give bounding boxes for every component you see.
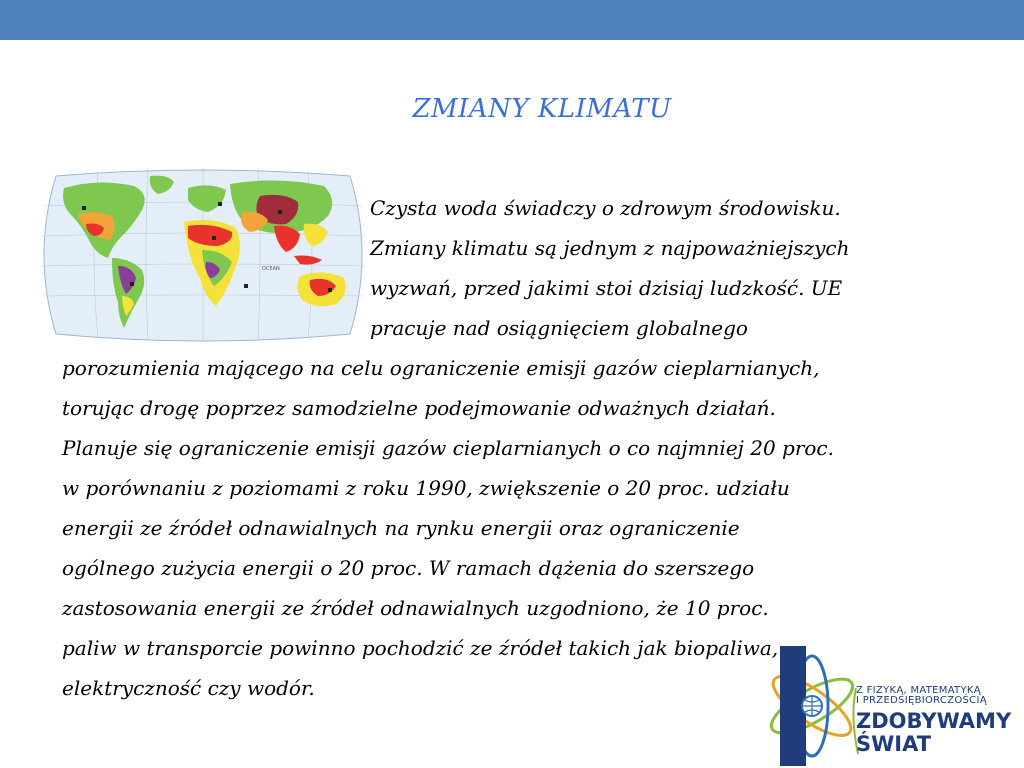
paragraph-line: wyzwań, przed jakimi stoi dzisiaj ludzkość. UE — [370, 276, 843, 300]
paragraph-line: w porównaniu z poziomami z roku 1990, zwiększenie o 20 proc. udziału — [62, 476, 790, 500]
map-wrap-spacer — [62, 188, 370, 348]
paragraph-line: torując drogę poprzez samodzielne podejmowanie odważnych działań. — [62, 396, 776, 420]
paragraph-line: paliw w transporcie powinno pochodzić ze źródeł takich jak biopaliwa, — [62, 636, 779, 660]
logo-tagline-line1: Z FIZYKĄ, MATEMATYKĄ — [856, 685, 981, 696]
logo-tagline — [856, 686, 987, 706]
map-ocean-label: OCEAN — [262, 266, 280, 272]
logo-tagline-line2: I PRZEDSIĘBIORCZOŚCIĄ — [856, 695, 987, 706]
logo-wordmark-line2: ŚWIAT — [856, 732, 932, 756]
paragraph-line: Zmiany klimatu są jednym z najpoważniejszych — [370, 236, 850, 260]
paragraph-line: pracuje nad osiągnięciem globalnego — [370, 316, 748, 340]
paragraph-line: porozumienia mającego na celu ograniczenie emisji gazów cieplarnianych, — [62, 356, 820, 380]
paragraph-line: Planuje się ograniczenie emisji gazów cieplarnianych o co najmniej 20 proc. — [62, 436, 834, 460]
paragraph-line: energii ze źródeł odnawialnych na rynku energii oraz ograniczenie — [62, 516, 740, 540]
logo-wordmark-line1: ZDOBYWAMY — [856, 709, 1012, 733]
paragraph-line: ogólnego zużycia energii o 20 proc. W ramach dążenia do szerszego — [62, 556, 755, 580]
paragraph-line: Czysta woda świadczy o zdrowym środowisku. — [370, 196, 841, 220]
top-banner — [0, 0, 1024, 40]
slide-title: ZMIANY KLIMATU — [412, 94, 672, 124]
paragraph-line: zastosowania energii ze źródeł odnawialnych uzgodniono, że 10 proc. — [62, 596, 769, 620]
logo-wordmark — [856, 710, 1011, 756]
globe-icon — [802, 696, 822, 716]
paragraph-line: elektryczność czy wodór. — [62, 676, 315, 700]
